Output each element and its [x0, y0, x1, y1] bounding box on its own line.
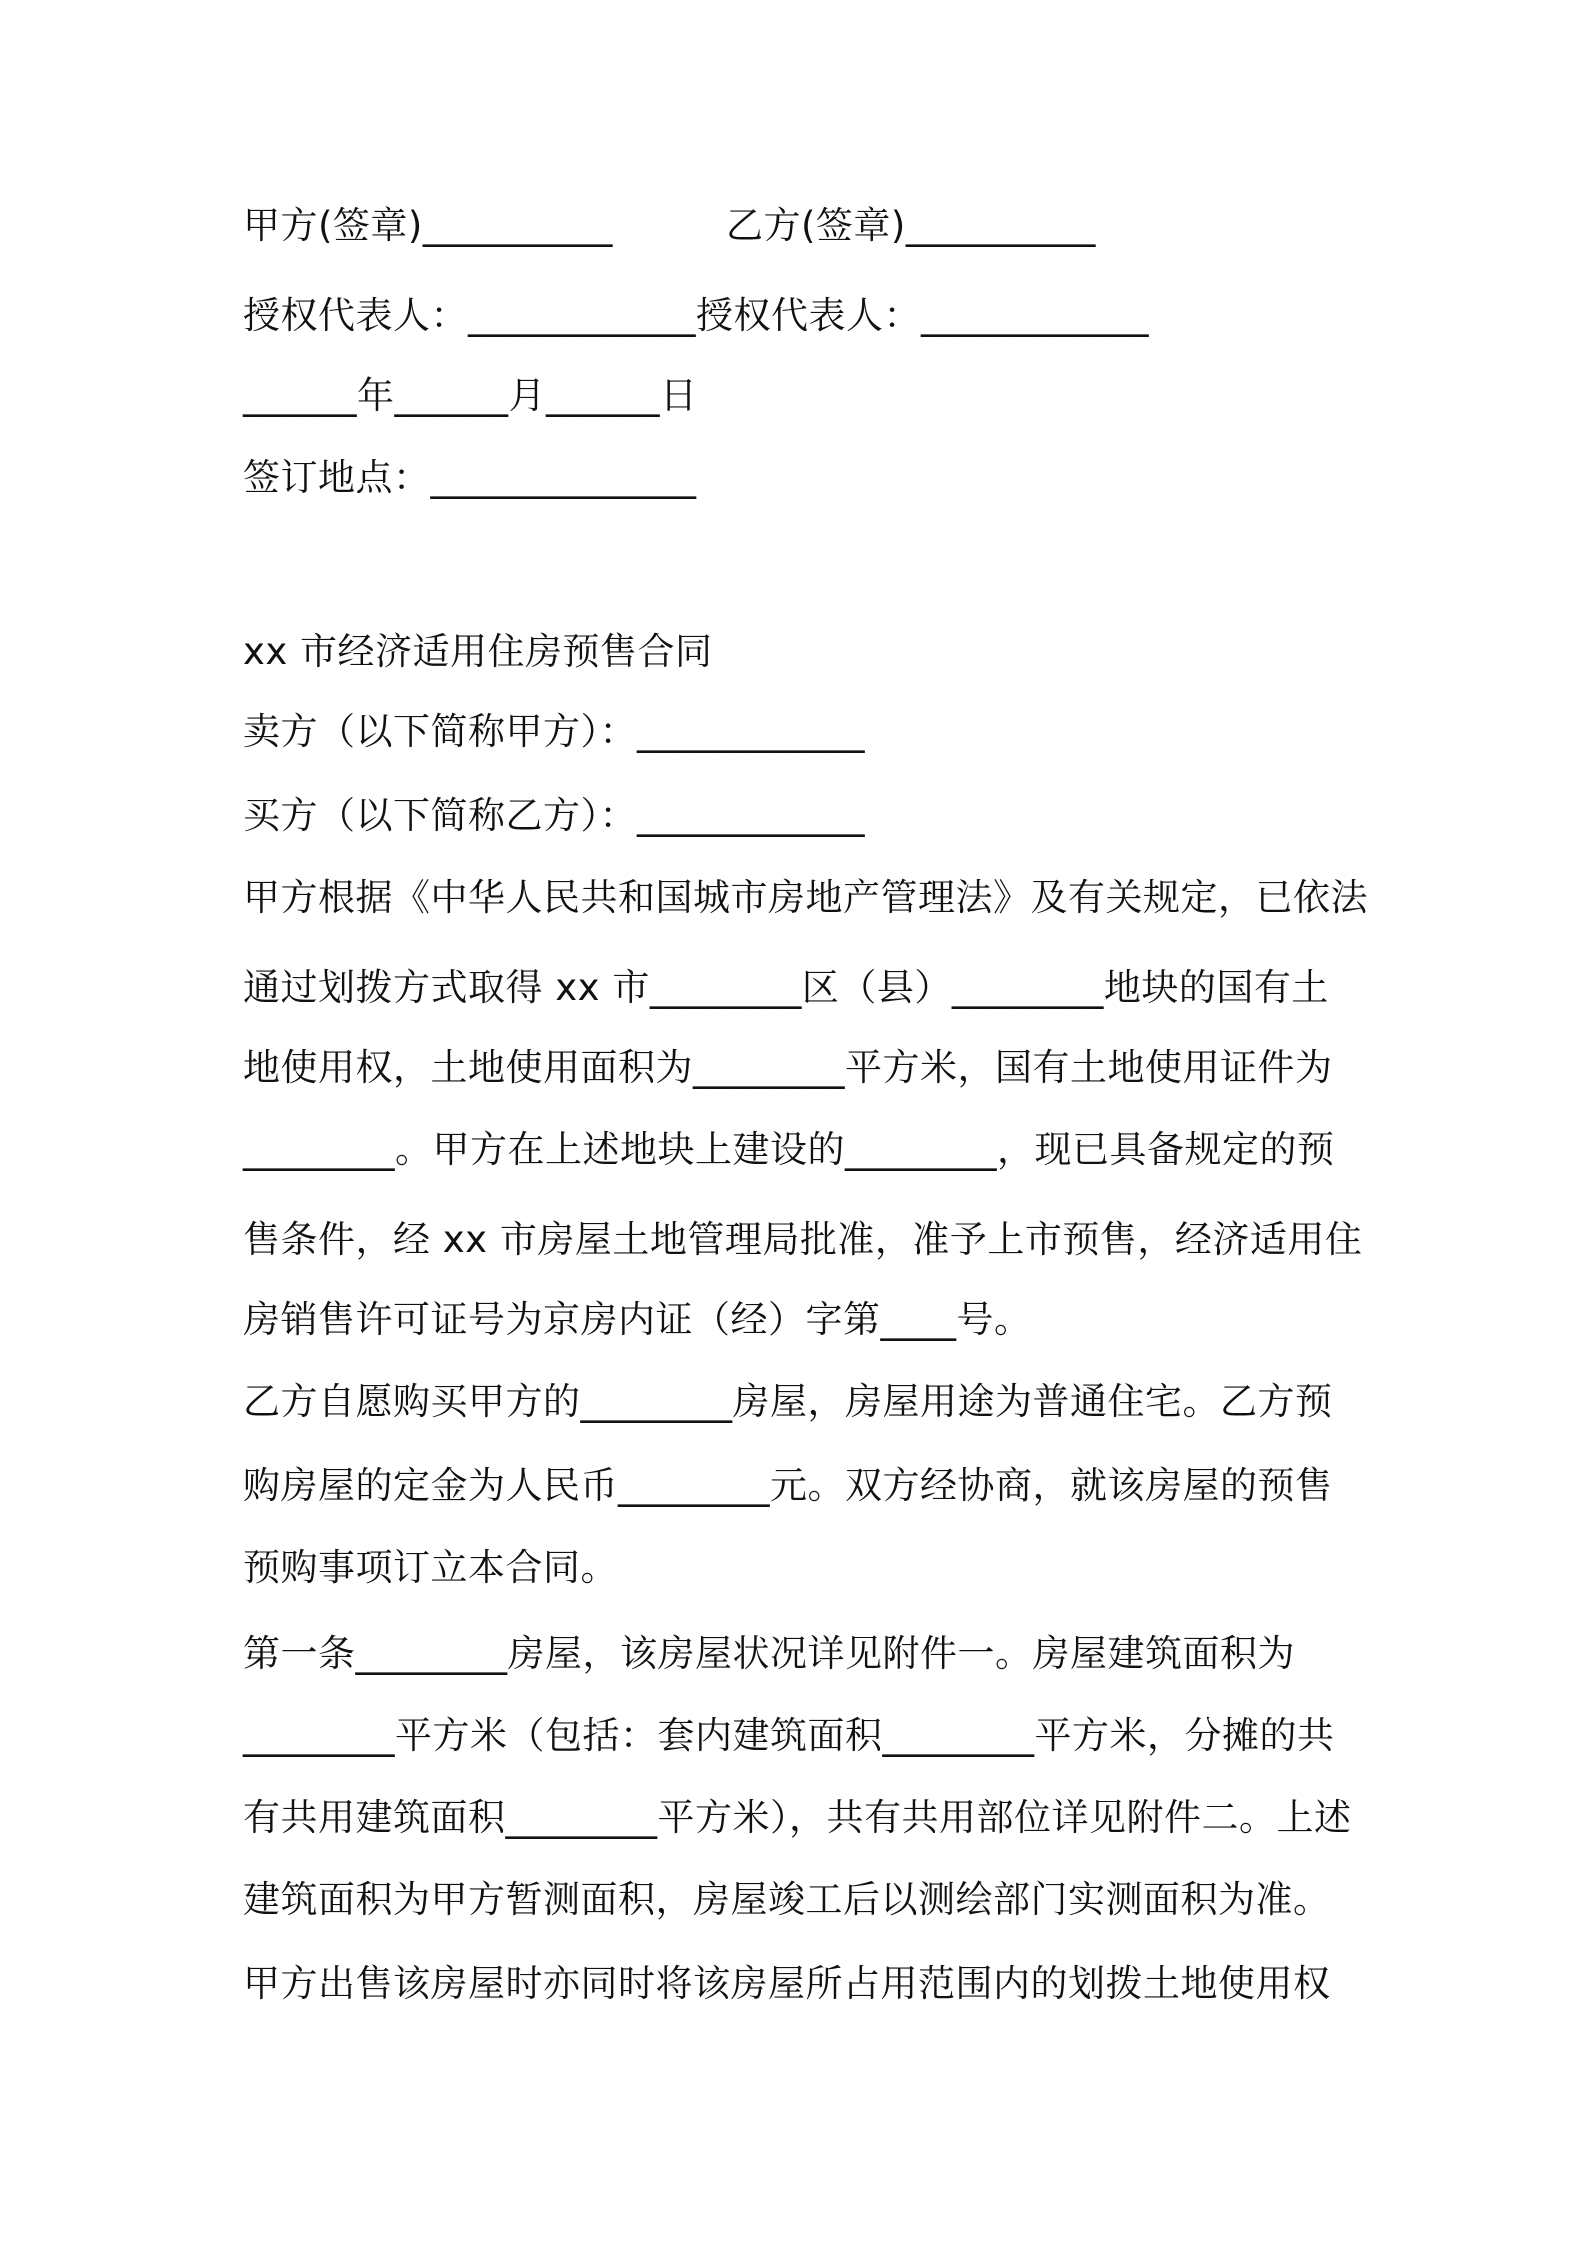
authorized-representatives: 授权代表人：____________授权代表人：____________	[243, 294, 1149, 337]
body-line: 第一条________房屋，该房屋状况详见附件一。房屋建筑面积为	[243, 1632, 1295, 1675]
party-b-signature: 乙方(签章)__________	[726, 204, 1096, 247]
body-line: 建筑面积为甲方暂测面积，房屋竣工后以测绘部门实测面积为准。	[243, 1878, 1331, 1921]
party-a-signature: 甲方(签章)__________	[243, 204, 613, 247]
body-line: 甲方出售该房屋时亦同时将该房屋所占用范围内的划拨土地使用权	[243, 1962, 1331, 2005]
body-line: 地使用权，土地使用面积为________平方米，国有土地使用证件为	[243, 1046, 1333, 1089]
body-line: 房销售许可证号为京房内证（经）字第____号。	[243, 1298, 1032, 1341]
signing-place: 签订地点：______________	[243, 456, 697, 499]
body-line: 乙方自愿购买甲方的________房屋，房屋用途为普通住宅。乙方预	[243, 1380, 1333, 1423]
body-line: 预购事项订立本合同。	[243, 1546, 618, 1589]
body-line: 有共用建筑面积________平方米），共有共用部位详见附件二。上述	[243, 1796, 1352, 1839]
contract-title: xx 市经济适用住房预售合同	[243, 630, 713, 673]
body-line: 甲方根据《中华人民共和国城市房地产管理法》及有关规定，已依法	[243, 876, 1368, 919]
seller-line: 卖方（以下简称甲方）：____________	[243, 710, 865, 753]
body-line: ________。甲方在上述地块上建设的________，现已具备规定的预	[243, 1128, 1335, 1171]
body-line: ________平方米（包括：套内建筑面积________平方米，分摊的共	[243, 1714, 1335, 1757]
buyer-line: 买方（以下简称乙方）：____________	[243, 794, 865, 837]
body-line: 售条件，经 xx 市房屋土地管理局批准，准予上市预售，经济适用住	[243, 1218, 1363, 1261]
body-line: 购房屋的定金为人民币________元。双方经协商，就该房屋的预售	[243, 1464, 1333, 1507]
signing-date: ______年______月______日	[243, 374, 698, 417]
body-line: 通过划拨方式取得 xx 市________区（县）________地块的国有土	[243, 966, 1329, 1009]
